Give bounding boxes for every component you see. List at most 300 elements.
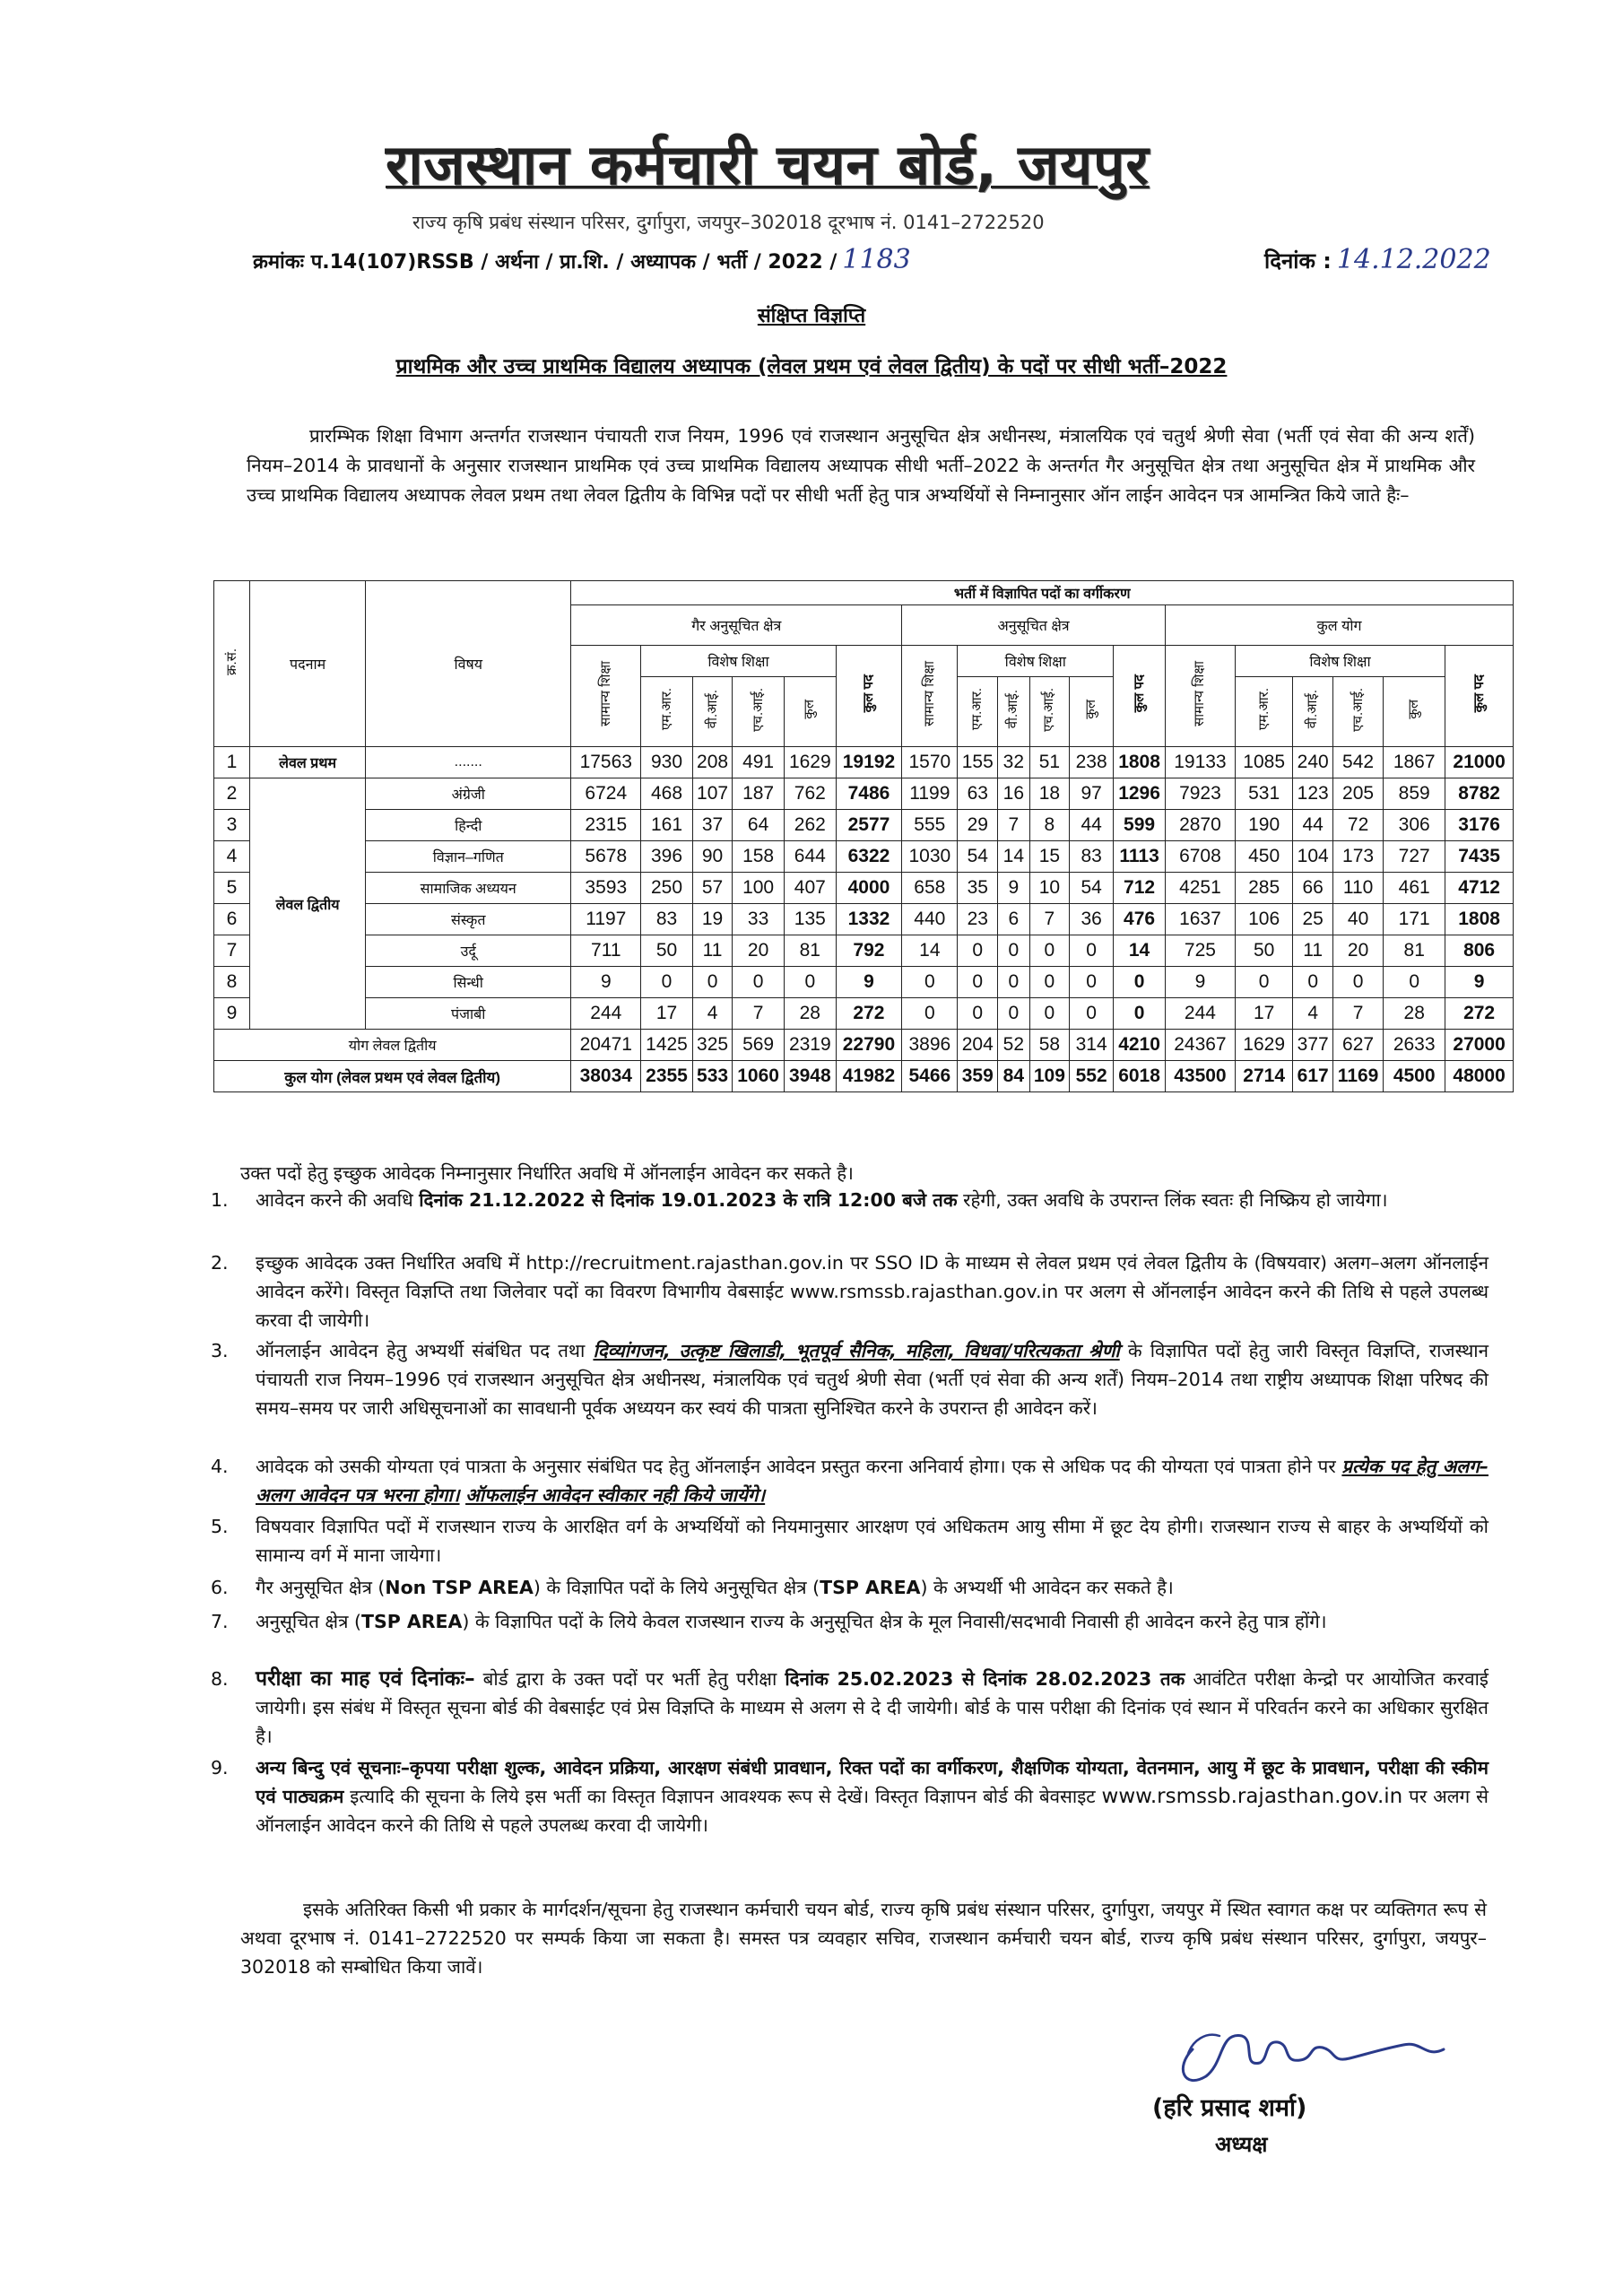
header-total-posts: कुल पद (836, 646, 901, 747)
row-sn: 4 (214, 841, 250, 873)
row-value: 9 (836, 967, 901, 998)
instruction-number: 9. (211, 1757, 229, 1779)
row-sn: 3 (214, 810, 250, 841)
row-value: 4 (692, 998, 733, 1030)
row-value: 36 (1070, 904, 1114, 935)
row-value: 25 (1293, 904, 1333, 935)
row-value: 468 (641, 778, 693, 810)
row-value: 272 (836, 998, 901, 1030)
total-value: 43500 (1165, 1061, 1235, 1092)
total-value: 24367 (1165, 1030, 1235, 1061)
row-subject: हिन्दी (366, 810, 571, 841)
total-value: 22790 (836, 1030, 901, 1061)
instruction-item (211, 1607, 1488, 1636)
row-value: 81 (1384, 935, 1445, 967)
header-total: कुल योग (1165, 605, 1513, 646)
row-value: 208 (692, 747, 733, 778)
header-mr: एम.आर. (641, 677, 693, 747)
header-general: सामान्य शिक्षा (1165, 646, 1235, 747)
row-value: 9 (998, 873, 1030, 904)
intro-paragraph: प्रारम्भिक शिक्षा विभाग अन्तर्गत राजस्थान पंचायती राज नियम, 1996 एवं राजस्थान अनुसूचित क्षेत्र अधीनस्थ, मंत्रालयिक एवं चतुर्थ श्रेणी सेवा (भर्ती एवं सेवा की अन्य शर्तें) नियम–2014 के प्रावधानों के अनुसार राजस्थान प्राथमिक एवं उच्च प्राथमिक विद्यालय अध्यापक सीधी भर्ती–2022 के अन्तर्गत गैर अनुसूचित क्षेत्र तथा अनुसूचित क्षेत्र में प्राथमिक और उच्च प्राथमिक विद्यालय अध्यापक लेवल प्रथम तथा लेवल द्वितीय के विभिन्न पदों पर सीधी भर्ती हेतु पात्र अभ्यर्थियों से निम्नानुसार ऑन लाईन आवेदन पत्र आमन्त्रित किये जाते हैः– (247, 425, 1475, 506)
row-value: 187 (733, 778, 785, 810)
row-value: 14 (902, 935, 958, 967)
instruction-item (211, 1452, 1488, 1509)
instruction-item (211, 1665, 1488, 1751)
total-value: 2355 (641, 1061, 693, 1092)
row-value: 6 (998, 904, 1030, 935)
reference-number (253, 244, 911, 275)
total-value: 314 (1070, 1030, 1114, 1061)
table-row (214, 998, 1514, 1030)
row-value: 5678 (571, 841, 641, 873)
instructions-lead: उक्त पदों हेतु इच्छुक आवेदक निम्नानुसार निर्धारित अवधि में ऑनलाईन आवेदन कर सकते है। (240, 1162, 854, 1184)
instruction-number: 7. (211, 1611, 229, 1632)
row-value: 57 (692, 873, 733, 904)
row-value: 107 (692, 778, 733, 810)
row-subject: उर्दू (366, 935, 571, 967)
row-value: 4 (1293, 998, 1333, 1030)
total-value: 627 (1332, 1030, 1383, 1061)
org-address: राज्य कृषि प्रबंध संस्थान परिसर, दुर्गापुरा, जयपुर–302018 दूरभाष नं. 0141–2722520 (412, 212, 1045, 233)
total-label: योग लेवल द्वितीय (214, 1030, 571, 1061)
total-value: 2319 (784, 1030, 836, 1061)
row-value: 1085 (1235, 747, 1293, 778)
row-sn: 7 (214, 935, 250, 967)
instruction-text-part: अनुसूचित क्षेत्र ( (256, 1611, 361, 1632)
row-value: 0 (958, 998, 998, 1030)
row-value: 0 (1029, 998, 1070, 1030)
row-value: 7486 (836, 778, 901, 810)
header-general: सामान्य शिक्षा (571, 646, 641, 747)
row-value: 7 (998, 810, 1030, 841)
row-value: 0 (998, 998, 1030, 1030)
grand-total-row (214, 1061, 1514, 1092)
total-value: 533 (692, 1061, 733, 1092)
row-subject: पंजाबी (366, 998, 571, 1030)
row-value: 28 (1384, 998, 1445, 1030)
instruction-text (256, 1665, 1488, 1751)
row-value: 35 (958, 873, 998, 904)
row-post: लेवल द्वितीय (250, 778, 366, 1030)
header-special: विशेष शिक्षा (641, 646, 837, 677)
row-value: 21000 (1445, 747, 1514, 778)
row-value: 238 (1070, 747, 1114, 778)
row-value: 2315 (571, 810, 641, 841)
table-row (214, 967, 1514, 998)
row-value: 11 (1293, 935, 1333, 967)
row-value: 19133 (1165, 747, 1235, 778)
signatory-designation: अध्यक्ष (1215, 2132, 1268, 2157)
header-hi: एच.आई. (1332, 677, 1383, 747)
row-value: 1808 (1114, 747, 1166, 778)
total-value: 569 (733, 1030, 785, 1061)
row-value: 20 (733, 935, 785, 967)
total-value: 20471 (571, 1030, 641, 1061)
row-value: 14 (1114, 935, 1166, 967)
total-label: कुल योग (लेवल प्रथम एवं लेवल द्वितीय) (214, 1061, 571, 1092)
total-value: 27000 (1445, 1030, 1514, 1061)
row-value: 0 (958, 935, 998, 967)
header-mr: एम.आर. (958, 677, 998, 747)
instruction-text (256, 1512, 1488, 1570)
total-value: 41982 (836, 1061, 901, 1092)
row-value: 8782 (1445, 778, 1514, 810)
row-value: 135 (784, 904, 836, 935)
total-value: 84 (998, 1061, 1030, 1092)
row-value: 1296 (1114, 778, 1166, 810)
instruction-text-part: बोर्ड द्वारा के उक्त पदों पर भर्ती हेतु परीक्षा (474, 1668, 785, 1690)
header-mr: एम.आर. (1235, 677, 1293, 747)
instruction-text-part: आवेदक को उसकी योग्यता एवं पात्रता के अनुसार संबंधित पद हेतु ऑनलाईन आवेदन प्रस्तुत करना अनिवार्य होगा। एक से अधिक पद की योग्यता एवं पात्रता होने पर (256, 1456, 1342, 1477)
header-post: पदनाम (250, 581, 366, 747)
row-sn: 6 (214, 904, 250, 935)
row-value: 658 (902, 873, 958, 904)
row-value: 727 (1384, 841, 1445, 873)
header-total-posts: कुल पद (1445, 646, 1514, 747)
row-value: 0 (1029, 967, 1070, 998)
row-value: 7435 (1445, 841, 1514, 873)
instruction-number: 2. (211, 1252, 229, 1274)
header-sn: क्र.सं. (214, 581, 250, 747)
instruction-text-part: ऑफलाईन आवेदन स्वीकार नही किये जायेंगे। (465, 1484, 766, 1506)
row-value: 161 (641, 810, 693, 841)
row-value: 0 (692, 967, 733, 998)
total-value: 2714 (1235, 1061, 1293, 1092)
row-value: 3176 (1445, 810, 1514, 841)
row-value: 244 (571, 998, 641, 1030)
total-value: 4210 (1114, 1030, 1166, 1061)
row-value: 28 (784, 998, 836, 1030)
row-post: लेवल प्रथम (250, 747, 366, 778)
total-value: 2633 (1384, 1030, 1445, 1061)
instruction-item (211, 1753, 1488, 1839)
total-value: 6018 (1114, 1061, 1166, 1092)
row-value: 23 (958, 904, 998, 935)
row-value: 37 (692, 810, 733, 841)
reference-prefix: क्रमांकः प.14(107)RSSB / अर्थना / प्रा.शि. / अध्यापक / भर्ती / 2022 / (253, 251, 838, 274)
instruction-text-part: ऑनलाईन आवेदन हेतु अभ्यर्थी संबंधित पद तथा (256, 1340, 594, 1361)
row-value: 461 (1384, 873, 1445, 904)
row-value: 7 (1332, 998, 1383, 1030)
row-value: 0 (1235, 967, 1293, 998)
instruction-number: 6. (211, 1577, 229, 1598)
instruction-text-part: गैर अनुसूचित क्षेत्र ( (256, 1577, 386, 1598)
header-vi: वी.आई. (1293, 677, 1333, 747)
row-value: 1570 (902, 747, 958, 778)
row-value: 97 (1070, 778, 1114, 810)
row-value: 17 (1235, 998, 1293, 1030)
table-row (214, 841, 1514, 873)
instruction-text-part: आवेदन करने की अवधि (256, 1189, 420, 1211)
header-kul: कुल (1070, 677, 1114, 747)
date-label: दिनांक : (1264, 248, 1332, 274)
instruction-text-part: ) के विज्ञापित पदों के लिये अनुसूचित क्षेत्र ( (533, 1577, 820, 1598)
row-value: 1197 (571, 904, 641, 935)
row-value: 81 (784, 935, 836, 967)
instruction-text (256, 1452, 1488, 1509)
row-value: 190 (1235, 810, 1293, 841)
row-value: 1332 (836, 904, 901, 935)
notice-subject: प्राथमिक और उच्च प्राथमिक विद्यालय अध्यापक (लेवल प्रथम एवं लेवल द्वितीय) के पदों पर सीधी भर्ती–2022 (395, 355, 1228, 378)
total-value: 1629 (1235, 1030, 1293, 1061)
row-value: 7 (733, 998, 785, 1030)
row-value: 491 (733, 747, 785, 778)
row-value: 4251 (1165, 873, 1235, 904)
total-value: 1060 (733, 1061, 785, 1092)
total-value: 617 (1293, 1061, 1333, 1092)
row-value: 104 (1293, 841, 1333, 873)
header-vi: वी.आई. (692, 677, 733, 747)
date-handwritten-value: 14.12.2022 (1336, 244, 1491, 275)
table-row (214, 810, 1514, 841)
row-value: 531 (1235, 778, 1293, 810)
instruction-number: 3. (211, 1340, 229, 1361)
row-value: 90 (692, 841, 733, 873)
row-value: 205 (1332, 778, 1383, 810)
instruction-text-part: Non TSP AREA (385, 1577, 534, 1598)
row-value: 244 (1165, 998, 1235, 1030)
total-value: 377 (1293, 1030, 1333, 1061)
total-value: 204 (958, 1030, 998, 1061)
row-value: 0 (1070, 998, 1114, 1030)
row-value: 1808 (1445, 904, 1514, 935)
row-value: 599 (1114, 810, 1166, 841)
table-row (214, 747, 1514, 778)
row-value: 17 (641, 998, 693, 1030)
total-value: 52 (998, 1030, 1030, 1061)
instruction-item (211, 1573, 1488, 1602)
total-value: 109 (1029, 1061, 1070, 1092)
instruction-text-part: TSP AREA (820, 1577, 921, 1598)
row-value: 1113 (1114, 841, 1166, 873)
posts-table (213, 580, 1514, 1092)
row-value: 3593 (571, 873, 641, 904)
total-value: 359 (958, 1061, 998, 1092)
instruction-text-part: विषयवार विज्ञापित पदों में राजस्थान राज्य के आरक्षित वर्ग के अभ्यर्थियों को नियमानुसार आरक्षण एवं अधिकतम आयु सीमा में छूट देय होगी। राजस्थान राज्य से बाहर के अभ्यर्थियों को सामान्य वर्ग में माना जायेगा। (256, 1516, 1488, 1566)
row-value: 44 (1293, 810, 1333, 841)
row-sn: 1 (214, 747, 250, 778)
row-value: 250 (641, 873, 693, 904)
row-value: 155 (958, 747, 998, 778)
table-body (214, 747, 1514, 1092)
signatory-name: (हरि प्रसाद शर्मा) (1152, 2094, 1307, 2122)
total-value: 3948 (784, 1061, 836, 1092)
total-value: 58 (1029, 1030, 1070, 1061)
row-value: 407 (784, 873, 836, 904)
row-value: 450 (1235, 841, 1293, 873)
row-value: 19 (692, 904, 733, 935)
row-value: 7 (1029, 904, 1070, 935)
total-value: 325 (692, 1030, 733, 1061)
instruction-text (256, 1186, 1488, 1214)
row-value: 0 (1384, 967, 1445, 998)
row-value: 0 (902, 998, 958, 1030)
row-sn: 9 (214, 998, 250, 1030)
instruction-text-part: पर अलग से ऑनलाईन आवेदन करने की तिथि से पहले उपलब्ध करवा दी जायेगी। (256, 1786, 1488, 1836)
row-value: 0 (784, 967, 836, 998)
row-value: 0 (998, 967, 1030, 998)
row-value: 66 (1293, 873, 1333, 904)
row-value: 306 (1384, 810, 1445, 841)
row-value: 806 (1445, 935, 1514, 967)
row-value: 15 (1029, 841, 1070, 873)
header-classification: भर्ती में विज्ञापित पदों का वर्गीकरण (571, 581, 1514, 605)
row-value: 0 (902, 967, 958, 998)
instruction-text-part: अन्य बिन्दु एवं सूचनाः–कृपया परीक्षा शुल्क, आवेदन प्रक्रिया, आरक्षण संबंधी प्रावधान, रिक्त पदों का वर्गीकरण, शैक्षणिक योग्यता, वेतनमान, आयु में छूट के प्रावधान, परीक्षा की स्कीम एवं पाठ्यक्रम (256, 1757, 1488, 1807)
instruction-text-part: दिनांक 25.02.2023 से दिनांक 28.02.2023 तक (785, 1668, 1185, 1690)
row-value: 14 (998, 841, 1030, 873)
row-subject: संस्कृत (366, 904, 571, 935)
instruction-text-part: इच्छुक आवेदक उक्त निर्धारित अवधि में http://recruitment.rajasthan.gov.in पर SSO ID के माध्यम से लेवल प्रथम एवं लेवल द्वितीय के (विषयवार) अलग–अलग ऑनलाईन आवेदन करेंगे। विस्तृत विज्ञप्ति तथा जिलेवार पदों का विवरण विभागीय वेबसाईट www.rsmssb.rajasthan.gov.in पर अलग से ऑनलाईन आवेदन करने की तिथि से पहले उपलब्ध करवा दी जायेगी। (256, 1252, 1488, 1331)
row-value: 54 (958, 841, 998, 873)
row-value: 50 (1235, 935, 1293, 967)
row-value: 396 (641, 841, 693, 873)
signature-scribble (1157, 2013, 1453, 2094)
instruction-text-part: दिव्यांगजन, उत्कृष्ट खिलाडी, भूतपूर्व सैनिक, महिला, विधवा/परित्यकता श्रेणी (593, 1340, 1120, 1361)
row-value: 171 (1384, 904, 1445, 935)
row-value: 40 (1332, 904, 1383, 935)
row-subject: सामाजिक अध्ययन (366, 873, 571, 904)
row-value: 1867 (1384, 747, 1445, 778)
header-special: विशेष शिक्षा (958, 646, 1114, 677)
row-value: 0 (1070, 935, 1114, 967)
total-value: 552 (1070, 1061, 1114, 1092)
instruction-item (211, 1186, 1488, 1214)
row-subject: सिन्धी (366, 967, 571, 998)
row-value: 6708 (1165, 841, 1235, 873)
row-value: 555 (902, 810, 958, 841)
row-value: 50 (641, 935, 693, 967)
row-value: 240 (1293, 747, 1333, 778)
table-row (214, 778, 1514, 810)
level2-total-row (214, 1030, 1514, 1061)
row-value: 930 (641, 747, 693, 778)
row-sn: 5 (214, 873, 250, 904)
row-value: 285 (1235, 873, 1293, 904)
row-value: 0 (998, 935, 1030, 967)
instruction-number: 8. (211, 1668, 229, 1690)
row-value: 2577 (836, 810, 901, 841)
instruction-text-part: TSP AREA (360, 1611, 463, 1632)
row-value: 711 (571, 935, 641, 967)
row-value: 106 (1235, 904, 1293, 935)
row-value: 1030 (902, 841, 958, 873)
row-value: 4712 (1445, 873, 1514, 904)
total-value: 1169 (1332, 1061, 1383, 1092)
row-value: 7923 (1165, 778, 1235, 810)
header-kul: कुल (784, 677, 836, 747)
row-value: 0 (1114, 967, 1166, 998)
instruction-number: 1. (211, 1189, 229, 1211)
header-hi: एच.आई. (733, 677, 785, 747)
row-value: 1629 (784, 747, 836, 778)
row-value: 762 (784, 778, 836, 810)
row-value: 17563 (571, 747, 641, 778)
row-subject: ....... (366, 747, 571, 778)
row-value: 644 (784, 841, 836, 873)
row-value: 8 (1029, 810, 1070, 841)
row-sn: 2 (214, 778, 250, 810)
closing-paragraph: इसके अतिरिक्त किसी भी प्रकार के मार्गदर्शन/सूचना हेतु राजस्थान कर्मचारी चयन बोर्ड, राज्य कृषि प्रबंध संस्थान परिसर, दुर्गापुरा, जयपुर में स्थित स्वागत कक्ष पर व्यक्तिगत रूप से अथवा दूरभाष नं. 0141–2722520 पर सम्पर्क किया जा सकता है। समस्त पत्र व्यवहार सचिव, राजस्थान कर्मचारी चयन बोर्ड, राज्य कृषि प्रबंध संस्थान परिसर, दुर्गापुरा, जयपुर–302018 को सम्बोधित किया जावें। (240, 1899, 1487, 1978)
row-value: 9 (1445, 967, 1514, 998)
instruction-text-part: दिनांक 21.12.2022 से दिनांक 19.01.2023 के रात्रि 12:00 बजे तक (419, 1189, 958, 1211)
row-value: 64 (733, 810, 785, 841)
row-value: 29 (958, 810, 998, 841)
header-tsp: अनुसूचित क्षेत्र (902, 605, 1166, 646)
instruction-text-part: रहेगी, उक्त अवधि के उपरान्त लिंक स्वतः ही निष्क्रिय हो जायेगा। (957, 1189, 1388, 1211)
header-non-tsp: गैर अनुसूचित क्षेत्र (571, 605, 902, 646)
row-subject: अंग्रेजी (366, 778, 571, 810)
row-value: 0 (1029, 935, 1070, 967)
row-value: 123 (1293, 778, 1333, 810)
row-value: 19192 (836, 747, 901, 778)
row-subject: विज्ञान–गणित (366, 841, 571, 873)
row-value: 0 (1114, 998, 1166, 1030)
instruction-text-part: www.rsmssb.rajasthan.gov.in (1101, 1785, 1403, 1808)
row-value: 110 (1332, 873, 1383, 904)
instruction-text-part: परीक्षा का माह एवं दिनांकः– (256, 1667, 475, 1691)
table-row (214, 873, 1514, 904)
instruction-text (256, 1607, 1488, 1636)
header-hi: एच.आई. (1029, 677, 1070, 747)
row-value: 792 (836, 935, 901, 967)
row-value: 10 (1029, 873, 1070, 904)
row-value: 6322 (836, 841, 901, 873)
row-value: 0 (958, 967, 998, 998)
instruction-text (256, 1573, 1488, 1602)
total-value: 1425 (641, 1030, 693, 1061)
total-value: 5466 (902, 1061, 958, 1092)
row-value: 33 (733, 904, 785, 935)
row-value: 9 (571, 967, 641, 998)
instruction-text (256, 1336, 1488, 1422)
row-value: 173 (1332, 841, 1383, 873)
total-value: 4500 (1384, 1061, 1445, 1092)
table-row (214, 935, 1514, 967)
row-value: 0 (1293, 967, 1333, 998)
row-value: 54 (1070, 873, 1114, 904)
row-value: 542 (1332, 747, 1383, 778)
row-value: 20 (1332, 935, 1383, 967)
header-subject: विषय (366, 581, 571, 747)
row-value: 0 (641, 967, 693, 998)
header-total-posts: कुल पद (1114, 646, 1166, 747)
instruction-text-part: आवंटित परीक्षा केन्द्रो पर आयोजित करवाई जायेगी। इस संबंध में विस्तृत सूचना बोर्ड की वेबसाईट एवं प्रेस विज्ञप्ति के माध्यम से अलग से दे दी जायेगी। बोर्ड के पास परीक्षा की दिनांक एवं स्थान में परिवर्तन करने का अधिकार सुरक्षित है। (256, 1668, 1488, 1747)
row-value: 44 (1070, 810, 1114, 841)
row-value: 83 (1070, 841, 1114, 873)
total-value: 48000 (1445, 1061, 1514, 1092)
instruction-item (211, 1336, 1488, 1422)
row-value: 712 (1114, 873, 1166, 904)
instruction-text-part: ) के अभ्यर्थी भी आवेदन कर सकते है। (920, 1577, 1174, 1598)
row-value: 440 (902, 904, 958, 935)
instruction-text (256, 1248, 1488, 1335)
table-row (214, 904, 1514, 935)
instruction-text-part: के विज्ञापित पदों हेतु जारी विस्तृत विज्ञप्ति, राजस्थान पंचायती राज नियम–1996 एवं राजस्थान अनुसूचित क्षेत्र अधीनस्थ, मंत्रालयिक एवं चतुर्थ श्रेणी सेवा (भर्ती एवं सेवा की अन्य शर्तें) नियम–2014 तथा राष्ट्रीय अध्यापक शिक्षा परिषद की समय–समय पर जारी अधिसूचनाओं का सावधानी पूर्वक अध्ययन कर स्वयं की पात्रता सुनिश्चित करने के उपरान्त ही आवेदन करें। (256, 1340, 1488, 1419)
header-special: विशेष शिक्षा (1235, 646, 1445, 677)
instruction-text-part: इत्यादि की सूचना के लिये इस भर्ती का विस्तृत विज्ञापन आवश्यक रूप से देखें। विस्तृत विज्ञापन बोर्ड की बेवसाइट (343, 1786, 1102, 1807)
row-value: 859 (1384, 778, 1445, 810)
row-value: 1199 (902, 778, 958, 810)
row-value: 262 (784, 810, 836, 841)
row-value: 725 (1165, 935, 1235, 967)
row-value: 63 (958, 778, 998, 810)
row-value: 9 (1165, 967, 1235, 998)
total-value: 3896 (902, 1030, 958, 1061)
header-kul: कुल (1384, 677, 1445, 747)
notice-title: संक्षिप्त विज्ञप्ति (757, 305, 866, 327)
row-value: 0 (733, 967, 785, 998)
